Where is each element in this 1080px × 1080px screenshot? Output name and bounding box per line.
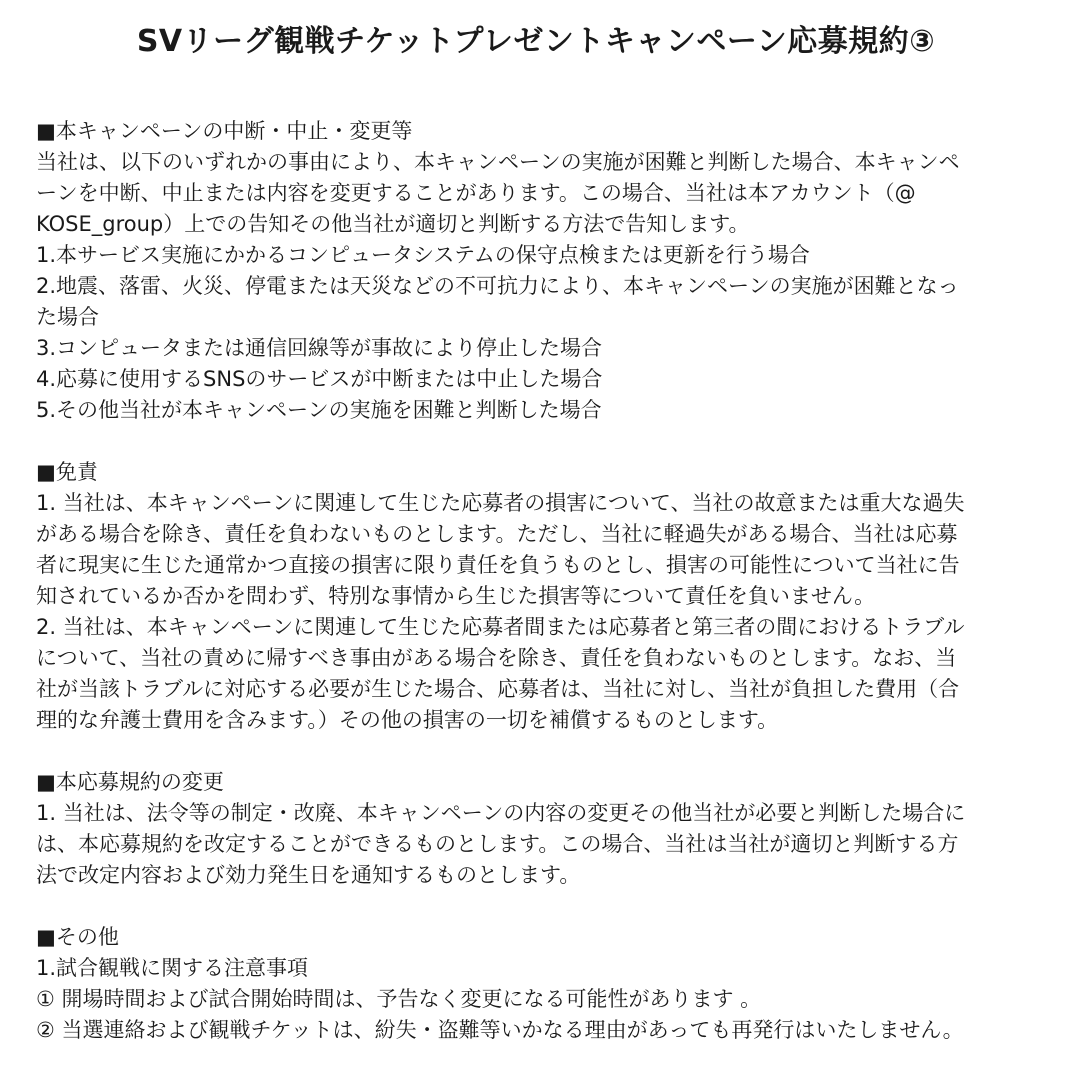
body-line: 2. 当社は、本キャンペーンに関連して生じた応募者間または応募者と第三者の間におけるトラブル bbox=[36, 615, 965, 639]
body-line: 社が当該トラブルに対応する必要が生じた場合、応募者は、当社に対し、当社が負担した費用（合 bbox=[36, 677, 960, 701]
body-line: 理的な弁護士費用を含みます。）その他の損害の一切を補償するものとします。 bbox=[36, 708, 779, 732]
section-disclaimer bbox=[36, 457, 1036, 736]
section-suspension bbox=[36, 116, 1036, 426]
section-other bbox=[36, 922, 1036, 1046]
section-heading: ■その他 bbox=[36, 925, 119, 949]
list-item: ② 当選連絡および観戦チケットは、紛失・盗難等いかなる理由があっても再発行はいたしません。 bbox=[36, 1018, 964, 1042]
body-line: ーンを中断、中止または内容を変更することがあります。この場合、当社は本アカウント（@ bbox=[36, 181, 916, 205]
section-heading: ■本応募規約の変更 bbox=[36, 770, 224, 794]
body-line: 1.試合観戦に関する注意事項 bbox=[36, 956, 309, 980]
body-line: は、本応募規約を改定することができるものとします。この場合、当社は当社が適切と判断する方 bbox=[36, 832, 959, 856]
section-terms-change bbox=[36, 767, 1036, 891]
body-line: 1. 当社は、本キャンペーンに関連して生じた応募者の損害について、当社の故意または重大な過失 bbox=[36, 491, 965, 515]
section-heading: ■免責 bbox=[36, 460, 98, 484]
terms-body bbox=[36, 116, 1036, 1046]
list-item: 1.本サービス実施にかかるコンピュータシステムの保守点検または更新を行う場合 bbox=[36, 243, 810, 267]
body-line: 知されているか否かを問わず、特別な事情から生じた損害等について責任を負いません。 bbox=[36, 584, 876, 608]
section-heading: ■本キャンペーンの中断・中止・変更等 bbox=[36, 119, 413, 143]
list-item: 3.コンピュータまたは通信回線等が事故により停止した場合 bbox=[36, 336, 603, 360]
body-line: 当社は、以下のいずれかの事由により、本キャンペーンの実施が困難と判断した場合、本キャンペ bbox=[36, 150, 960, 174]
list-item: 5.その他当社が本キャンペーンの実施を困難と判断した場合 bbox=[36, 398, 602, 422]
body-line: 法で改定内容および効力発生日を通知するものとします。 bbox=[36, 863, 581, 887]
list-item: 2.地震、落雷、火災、停電または天災などの不可抗力により、本キャンペーンの実施が困難となっ bbox=[36, 274, 959, 298]
list-item: た場合 bbox=[36, 305, 99, 329]
body-line: について、当社の責めに帰すべき事由がある場合を除き、責任を負わないものとします。なお、当 bbox=[36, 646, 957, 670]
body-line: KOSE_group）上での告知その他当社が適切と判断する方法で告知します。 bbox=[36, 212, 750, 236]
body-line: がある場合を除き、責任を負わないものとします。ただし、当社に軽過失がある場合、当社は応募 bbox=[36, 522, 958, 546]
body-line: 1. 当社は、法令等の制定・改廃、本キャンペーンの内容の変更その他当社が必要と判断した場合に bbox=[36, 801, 966, 825]
page-title: SVリーグ観戦チケットプレゼントキャンペーン応募規約③ bbox=[136, 24, 936, 59]
list-item: 4.応募に使用するSNSのサービスが中断または中止した場合 bbox=[36, 367, 603, 391]
body-line: 者に現実に生じた通常かつ直接の損害に限り責任を負うものとし、損害の可能性について当社に告 bbox=[36, 553, 960, 577]
list-item: ① 開場時間および試合開始時間は、予告なく変更になる可能性があります 。 bbox=[36, 987, 762, 1011]
